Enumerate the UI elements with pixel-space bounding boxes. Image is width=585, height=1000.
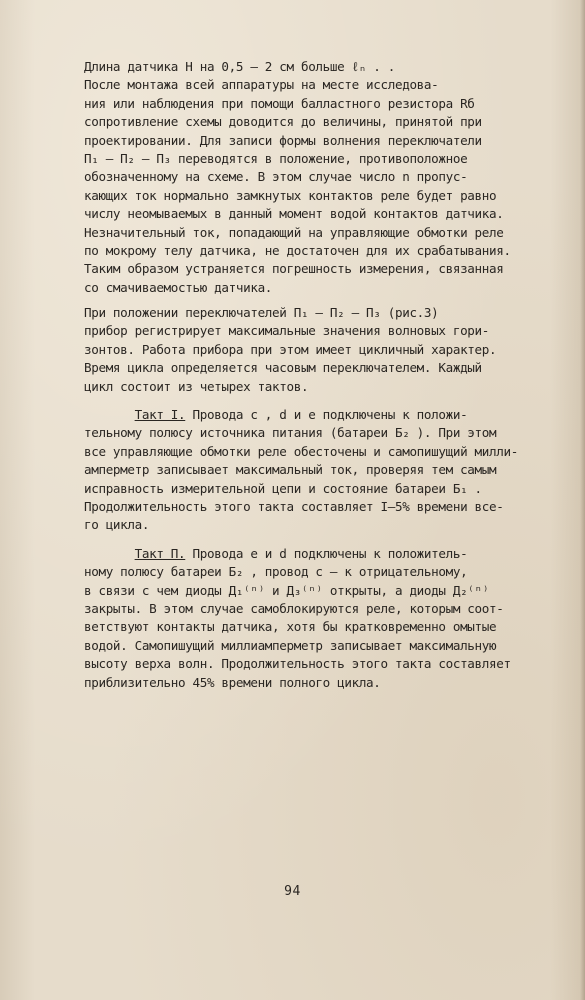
text-line: Незначительный ток, попадающий на управляющие обмотки реле xyxy=(84,224,504,240)
text-line: Длина датчика H на 0,5 – 2 см больше ℓₙ . . xyxy=(84,59,395,74)
text-line: го цикла. xyxy=(84,517,150,533)
text-line: цикл состоит из четырех тактов. xyxy=(84,378,309,394)
body-text xyxy=(84,58,570,692)
text-line: обозначенному на схеме. В этом случае число n пропус- xyxy=(84,169,468,185)
text-line: После монтажа всей аппаратуры на месте исследова- xyxy=(84,77,439,93)
text-line: кающих ток нормально замкнутых контактов реле будет равно xyxy=(84,187,497,203)
takt2-label: Такт П. xyxy=(134,545,186,561)
text-line: амперметр записывает максимальный ток, проверяя тем самым xyxy=(84,462,497,478)
takt1-label: Такт I. xyxy=(134,407,186,423)
text-line: Провода c , d и e подключены к положи- xyxy=(185,407,468,423)
text-line: водой. Самопишущий миллиамперметр записывает максимальную xyxy=(84,637,497,653)
text-line: числу неомываемых в данный момент водой контактов датчика. xyxy=(84,206,504,222)
text-line: проектировании. Для записи формы волнения переключатели xyxy=(84,132,482,148)
text-line: в связи с чем диоды Д₁⁽ⁿ⁾ и Д₃⁽ⁿ⁾ открыты, а диоды Д₂⁽ⁿ⁾ xyxy=(84,582,489,598)
text-line: Продолжительность этого такта составляет I–5% времени все- xyxy=(84,498,504,514)
text-line: исправность измерительной цепи и состояние батареи Б₁ . xyxy=(84,480,482,496)
takt1-paragraph xyxy=(84,406,570,424)
text-line: Провода e и d подключены к положитель- xyxy=(185,545,468,561)
page-edge-shadow xyxy=(580,0,585,1000)
text-line: прибор регистрирует максимальные значения волновых гори- xyxy=(84,323,489,339)
text-line: все управляющие обмотки реле обесточены и самопишущий милли- xyxy=(84,443,518,459)
text-line: по мокрому телу датчика, не достаточен для их срабатывания. xyxy=(84,242,511,258)
text-line: ветствуют контакты датчика, хотя бы кратковременно омытые xyxy=(84,619,497,635)
text-line: со смачиваемостью датчика. xyxy=(84,279,273,295)
text-line: зонтов. Работа прибора при этом имеет цикличный характер. xyxy=(84,341,497,357)
text-line: При положении переключателей П₁ – П₂ – П₃ (рис.3) xyxy=(84,305,439,321)
text-line: ному полюсу батареи Б₂ , провод c – к отрицательному, xyxy=(84,564,468,580)
text-line: Время цикла определяется часовым переключателем. Каждый xyxy=(84,360,482,376)
text-line: П₁ – П₂ – П₃ переводятся в положение, противоположное xyxy=(84,150,468,166)
text-line: высоту верха волн. Продолжительность этого такта составляет xyxy=(84,656,511,672)
text-line: сопротивление схемы доводится до величины, принятой при xyxy=(84,114,482,130)
text-line: ния или наблюдения при помощи балластного резистора Rб xyxy=(84,95,475,111)
text-line: Таким образом устраняется погрешность измерения, связанная xyxy=(84,261,504,277)
text-line: тельному полюсу источника питания (батареи Б₂ ). При этом xyxy=(84,425,497,441)
text-line: закрыты. В этом случае самоблокируются реле, которым соот- xyxy=(84,600,504,616)
text-line: приблизительно 45% времени полного цикла. xyxy=(84,674,381,690)
takt2-paragraph xyxy=(84,545,570,563)
page-number: 94 xyxy=(284,884,301,899)
